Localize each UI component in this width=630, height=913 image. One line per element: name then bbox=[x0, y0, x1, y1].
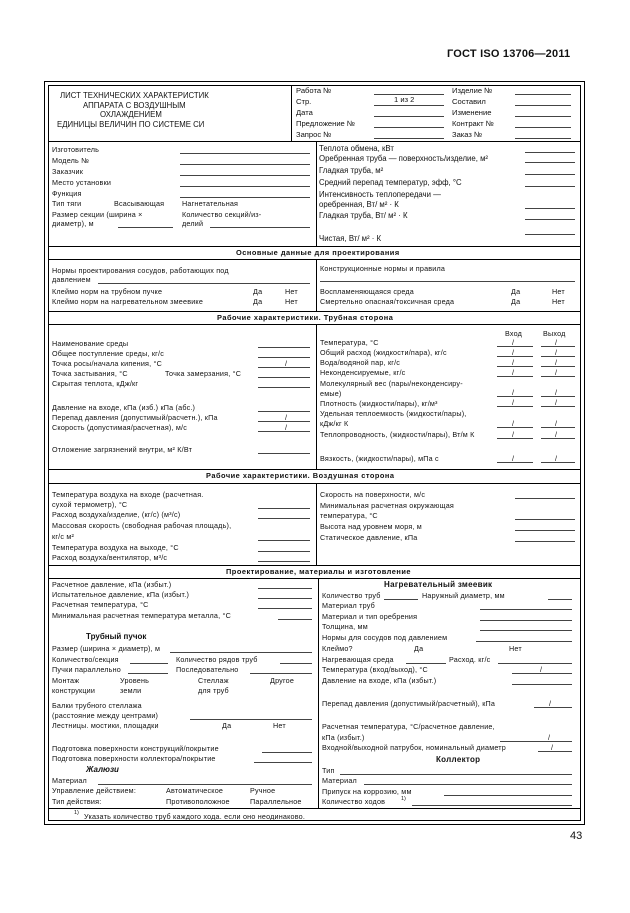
title-line-3: ОХЛАЖДЕНИЕМ bbox=[100, 110, 162, 119]
draft-forced-option[interactable]: Нагнетательная bbox=[182, 199, 239, 208]
coil-inlet-pressure-label: Давление на входе, кПа (избыт.) bbox=[322, 676, 437, 685]
specific-heat-label: Удельная теплоемкость (жидкости/пары), bbox=[320, 409, 467, 418]
header-material-field[interactable] bbox=[364, 784, 572, 785]
coil-tube-material-field[interactable] bbox=[480, 609, 572, 610]
velocity-slash: / bbox=[285, 423, 288, 432]
section-size-field[interactable] bbox=[118, 227, 173, 228]
value-separator-slash: / bbox=[555, 419, 558, 428]
inlet-value-field[interactable] bbox=[497, 396, 533, 397]
corrosion-allowance-label: Припуск на коррозию, мм bbox=[322, 787, 412, 796]
outlet-value-field[interactable] bbox=[541, 366, 575, 367]
finned-surface-field[interactable] bbox=[525, 162, 575, 163]
louvers-heading: Жалюзи bbox=[86, 765, 119, 774]
value-separator-slash: / bbox=[512, 398, 515, 407]
stamp-tube-label: Клеймо норм на трубном пучке bbox=[52, 287, 163, 296]
inlet-value-field[interactable] bbox=[497, 462, 533, 463]
structural-code-label: Конструкционные нормы и правила bbox=[320, 264, 446, 273]
value-separator-slash: / bbox=[512, 388, 515, 397]
coil-nozzle-slash: / bbox=[551, 743, 554, 752]
rate-clean-field[interactable] bbox=[525, 234, 575, 235]
draft-induced-option[interactable]: Всасывающая bbox=[114, 199, 165, 208]
section-size-label: Размер секции (ширина × bbox=[52, 210, 143, 219]
fouling-field[interactable] bbox=[258, 453, 310, 454]
test-pressure-field[interactable] bbox=[258, 598, 312, 599]
page-label: Стр. bbox=[296, 97, 312, 106]
test-pressure-label: Испытательное давление, кПа (избыт.) bbox=[52, 590, 190, 599]
coil-thickness-field[interactable] bbox=[480, 630, 572, 631]
coil-inlet-pressure-field[interactable] bbox=[512, 684, 572, 685]
velocity-label: Скорость (допустимая/расчетная), м/с bbox=[52, 423, 188, 432]
air-flow-fan-label: Расход воздуха/вентилятор, м³/с bbox=[52, 553, 168, 562]
change-label: Изменение bbox=[452, 108, 492, 117]
latent-heat-field[interactable] bbox=[258, 387, 310, 388]
freeze-point-label: Точка замерзания, °С bbox=[165, 369, 242, 378]
site-label: Место установки bbox=[52, 178, 112, 187]
value-separator-slash: / bbox=[555, 368, 558, 377]
conductivity-label: Теплопроводность, (жидкости/пары), Вт/м К bbox=[320, 430, 475, 439]
coil-stamp-no[interactable]: Нет bbox=[509, 644, 522, 653]
control-auto-option[interactable]: Автоматическое bbox=[166, 786, 224, 795]
outlet-column-header: Выход bbox=[543, 329, 566, 338]
draft-label: Тип тяги bbox=[52, 199, 82, 208]
altitude-field[interactable] bbox=[515, 530, 575, 531]
model-label: Модель № bbox=[52, 156, 90, 165]
coil-code-field[interactable] bbox=[476, 641, 572, 642]
proposal-label: Предложение № bbox=[296, 119, 356, 128]
value-separator-slash: / bbox=[555, 358, 558, 367]
inlet-value-field[interactable] bbox=[497, 376, 533, 377]
structural-code-field[interactable] bbox=[320, 281, 575, 282]
finned-surface-label: Оребренная труба — поверхность/изделие, м² bbox=[319, 154, 489, 163]
pour-point-label: Точка застывания, °С bbox=[52, 369, 128, 378]
passes-label: Количество ходов bbox=[322, 797, 386, 806]
corrosion-allowance-field[interactable] bbox=[444, 795, 572, 796]
value-separator-slash: / bbox=[555, 454, 558, 463]
heating-medium-field[interactable] bbox=[406, 663, 446, 664]
value-separator-slash: / bbox=[555, 338, 558, 347]
air-inlet-temp-label: Температура воздуха на входе (расчетная. bbox=[52, 490, 204, 499]
static-pressure-label: Статическое давление, кПа bbox=[320, 533, 418, 542]
stamp-coil-label: Клеймо норм на нагревательном змеевике bbox=[52, 297, 204, 306]
mdmt-label: Минимальная расчетная температура металла, °С bbox=[52, 611, 231, 620]
inlet-value-field[interactable] bbox=[497, 346, 533, 347]
outlet-value-field[interactable] bbox=[541, 427, 575, 428]
action-type-label: Тип действия: bbox=[52, 797, 102, 806]
section-design-materials-title: Проектирование, материалы и изготовление bbox=[226, 567, 411, 576]
ground-label: земли bbox=[120, 686, 142, 695]
inlet-value-field[interactable] bbox=[497, 366, 533, 367]
other-option[interactable]: Другое bbox=[270, 676, 295, 685]
design-temp-field[interactable] bbox=[258, 608, 312, 609]
louver-material-field[interactable] bbox=[98, 784, 312, 785]
sections-label-2: делий bbox=[182, 219, 204, 228]
proposal-field[interactable] bbox=[374, 127, 444, 128]
bare-tube-field[interactable] bbox=[525, 174, 575, 175]
tube-rows-field[interactable] bbox=[280, 663, 312, 664]
bubble-point-slash: / bbox=[285, 359, 288, 368]
outlet-value-field[interactable] bbox=[541, 462, 575, 463]
maker-label: Изготовитель bbox=[52, 145, 100, 154]
altitude-label: Высота над уровнем моря, м bbox=[320, 522, 422, 531]
order-field[interactable] bbox=[515, 138, 571, 139]
title-line-1: ЛИСТ ТЕХНИЧЕСКИХ ХАРАКТЕРИСТИК bbox=[60, 91, 209, 100]
control-label: Управление действием: bbox=[52, 786, 137, 795]
stamp-tube-no[interactable]: Нет bbox=[285, 287, 298, 296]
inlet-value-field[interactable] bbox=[497, 438, 533, 439]
page-value: 1 из 2 bbox=[394, 94, 415, 104]
total-flow-field[interactable] bbox=[258, 357, 310, 358]
function-field[interactable] bbox=[180, 197, 310, 198]
coil-tube-material-label: Материал труб bbox=[322, 601, 375, 610]
grade-option[interactable]: Уровень bbox=[120, 676, 150, 685]
coil-stamp-label: Клеймо? bbox=[322, 644, 353, 653]
rate-finned-label: оребренная, Вт/ м² · К bbox=[319, 200, 399, 209]
outlet-value-field[interactable] bbox=[541, 376, 575, 377]
air-flow-item-field[interactable] bbox=[258, 518, 310, 519]
bubble-point-field[interactable] bbox=[258, 367, 310, 368]
pressure-code-label: Нормы проектирования сосудов, работающих под bbox=[52, 266, 229, 275]
face-velocity-label: Скорость на поверхности, м/с bbox=[320, 490, 426, 499]
velocity-field[interactable] bbox=[258, 431, 310, 432]
site-field[interactable] bbox=[180, 186, 310, 187]
pressure-code-label-2: давлением bbox=[52, 275, 91, 284]
coil-design-temp-field[interactable] bbox=[500, 741, 572, 742]
inlet-pressure-field[interactable] bbox=[258, 411, 310, 412]
min-ambient-field[interactable] bbox=[515, 519, 575, 520]
inlet-value-field[interactable] bbox=[497, 356, 533, 357]
contract-field[interactable] bbox=[515, 127, 571, 128]
coil-fin-label: Материал и тип оребрения bbox=[322, 612, 418, 621]
request-field[interactable] bbox=[374, 138, 444, 139]
order-label: Заказ № bbox=[452, 130, 483, 139]
transfer-rate-label: Интенсивность теплопередачи — bbox=[319, 190, 441, 199]
steam-flow-label: Вода/водяной пар, кг/с bbox=[320, 358, 401, 367]
rack-beams-field[interactable] bbox=[190, 719, 312, 720]
opposed-option[interactable]: Противоположное bbox=[166, 797, 230, 806]
viscosity-label: Вязкость, (жидкости/пары), мПа с bbox=[320, 454, 439, 463]
noncondensable-label: Неконденсируемые, кг/с bbox=[320, 368, 406, 377]
parallel-option[interactable]: Параллельное bbox=[250, 797, 302, 806]
date-field[interactable] bbox=[374, 116, 444, 117]
min-ambient-label: Минимальная расчетная окружающая bbox=[320, 501, 455, 510]
header-heading: Коллектор bbox=[436, 755, 481, 764]
air-inlet-temp-field[interactable] bbox=[258, 508, 310, 509]
coil-flow-field[interactable] bbox=[498, 663, 572, 664]
ladders-no[interactable]: Нет bbox=[273, 721, 286, 730]
ladders-label: Лестницы. мостики, площадки bbox=[52, 721, 159, 730]
mtd-field[interactable] bbox=[525, 186, 575, 187]
coil-od-label: Наружный диаметр, мм bbox=[422, 591, 505, 600]
section-design-data-title: Основные данные для проектирования bbox=[236, 248, 400, 257]
value-separator-slash: / bbox=[512, 358, 515, 367]
freeze-point-field[interactable] bbox=[258, 377, 310, 378]
header-material-label: Материал bbox=[322, 776, 357, 785]
title-line-4: ЕДИНИЦЫ ВЕЛИЧИН ПО СИСТЕМЕ СИ bbox=[57, 119, 205, 129]
standard-number: ГОСТ ISO 13706—2011 bbox=[447, 48, 571, 60]
fluid-name-field[interactable] bbox=[258, 347, 310, 348]
pressure-drop-slash: / bbox=[285, 413, 288, 422]
value-separator-slash: / bbox=[555, 398, 558, 407]
mtd-label: Средний перепад температур, эфф, °С bbox=[319, 178, 462, 187]
sections-field[interactable] bbox=[210, 227, 310, 228]
item-label: Изделие № bbox=[452, 86, 493, 95]
model-field[interactable] bbox=[180, 164, 310, 165]
air-outlet-temp-field[interactable] bbox=[258, 551, 310, 552]
customer-field[interactable] bbox=[180, 175, 310, 176]
coil-stamp-yes[interactable]: Да bbox=[414, 644, 424, 653]
air-outlet-temp-label: Температура воздуха на выходе, °С bbox=[52, 543, 179, 552]
mounting-label: Монтаж bbox=[52, 676, 80, 685]
coil-pressure-drop-label: Перепад давления (допустимый/расчетный), кПа bbox=[322, 699, 496, 708]
footnote-mark: 1) bbox=[74, 810, 79, 816]
coil-temp-label: Температура (вход/выход), °С bbox=[322, 665, 428, 674]
total-flow-label: Общее поступление среды, кг/с bbox=[52, 349, 164, 358]
bundles-series-label: Последовательно bbox=[176, 665, 239, 674]
coil-nozzle-field[interactable] bbox=[538, 751, 572, 752]
value-separator-slash: / bbox=[512, 348, 515, 357]
coil-temp-slash: / bbox=[540, 665, 543, 674]
liq-vap-flow-label: Общий расход (жидкости/пара), кг/с bbox=[320, 348, 447, 357]
rate-bare-field[interactable] bbox=[525, 219, 575, 220]
header-type-label: Тип bbox=[322, 766, 335, 775]
lethal-label: Смертельно опасная/токсичная среда bbox=[320, 297, 455, 306]
pressure-drop-field[interactable] bbox=[258, 421, 310, 422]
page-number: 43 bbox=[570, 830, 583, 842]
min-ambient-label-2: температура, °С bbox=[320, 511, 378, 520]
surface-prep-header-field[interactable] bbox=[254, 762, 312, 763]
value-separator-slash: / bbox=[555, 348, 558, 357]
flammable-label: Воспламеняющаяся среда bbox=[320, 287, 414, 296]
coil-od-field[interactable] bbox=[548, 599, 572, 600]
pressure-drop-label: Перепад давления (допустимый/расчетн.), кПа bbox=[52, 413, 218, 422]
tube-bundle-heading: Трубный пучок bbox=[86, 632, 147, 641]
molecular-weight-label-2: емые) bbox=[320, 389, 342, 398]
coil-design-temp-label: Расчетная температура, °С/расчетное давление, bbox=[322, 722, 495, 731]
mdmt-field[interactable] bbox=[278, 619, 312, 620]
static-pressure-field[interactable] bbox=[515, 541, 575, 542]
bundle-size-label: Размер (ширина × диаметр), м bbox=[52, 644, 161, 653]
value-separator-slash: / bbox=[555, 388, 558, 397]
rate-finned-field[interactable] bbox=[525, 208, 575, 209]
structure-label: конструкции bbox=[52, 686, 96, 695]
value-separator-slash: / bbox=[512, 430, 515, 439]
section-tube-side-title: Рабочие характеристики. Трубная сторона bbox=[217, 313, 394, 322]
value-separator-slash: / bbox=[512, 368, 515, 377]
bare-tube-label: Гладкая труба, м² bbox=[319, 166, 384, 175]
inlet-column-header: Вход bbox=[505, 329, 523, 338]
pressure-code-field[interactable] bbox=[98, 283, 310, 284]
louver-material-label: Материал bbox=[52, 776, 87, 785]
face-velocity-field[interactable] bbox=[515, 498, 575, 499]
coil-tube-count-label: Количество труб bbox=[322, 591, 381, 600]
air-flow-item-label: Расход воздуха/изделие, (кг/с) (м³/с) bbox=[52, 510, 181, 519]
fluid-name-label: Наименование среды bbox=[52, 339, 129, 348]
heat-duty-label: Теплота обмена, кВт bbox=[319, 144, 394, 153]
mass-velocity-field[interactable] bbox=[258, 540, 310, 541]
compiled-label: Составил bbox=[452, 97, 486, 106]
item-field[interactable] bbox=[515, 94, 571, 95]
outlet-value-field[interactable] bbox=[541, 438, 575, 439]
design-pressure-field[interactable] bbox=[258, 588, 312, 589]
inlet-value-field[interactable] bbox=[497, 406, 533, 407]
bundle-count-label: Количество/секция bbox=[52, 655, 119, 664]
pipes-label: для труб bbox=[198, 686, 229, 695]
coil-thickness-label: Толщина, мм bbox=[322, 622, 368, 631]
value-separator-slash: / bbox=[555, 430, 558, 439]
heating-medium-label: Нагревающая среда bbox=[322, 655, 394, 664]
control-manual-option[interactable]: Ручное bbox=[250, 786, 276, 795]
footnote-text: Указать количество труб каждого хода. если оно неодинаково. bbox=[84, 812, 306, 821]
rack-option[interactable]: Стеллаж bbox=[198, 676, 229, 685]
design-temp-label: Расчетная температура, °С bbox=[52, 600, 149, 609]
bundle-size-field[interactable] bbox=[170, 652, 312, 653]
rack-beams-label-2: (расстояние между центрами) bbox=[52, 711, 159, 720]
outlet-value-field[interactable] bbox=[541, 406, 575, 407]
header-type-field[interactable] bbox=[340, 774, 572, 775]
latent-heat-label: Скрытая теплота, кДж/кг bbox=[52, 379, 139, 388]
coil-fin-field[interactable] bbox=[480, 620, 572, 621]
coil-tube-count-field[interactable] bbox=[384, 599, 418, 600]
inlet-value-field[interactable] bbox=[497, 427, 533, 428]
section-size-label-2: диаметр), м bbox=[52, 219, 94, 228]
bundle-count-field[interactable] bbox=[130, 663, 168, 664]
design-pressure-label: Расчетное давление, кПа (избыт.) bbox=[52, 580, 172, 589]
specific-heat-label-2: кДж/кг К bbox=[320, 419, 349, 428]
coil-pressure-drop-slash: / bbox=[549, 699, 552, 708]
fouling-label: Отложение загрязнений внутри, м² К/Вт bbox=[52, 445, 193, 454]
bundles-series-field[interactable] bbox=[250, 673, 312, 674]
flammable-yes[interactable]: Да bbox=[511, 287, 521, 296]
heating-coil-heading: Нагревательный змеевик bbox=[384, 580, 493, 589]
passes-note-mark: 1) bbox=[401, 796, 406, 802]
molecular-weight-label: Молекулярный вес (пары/неконденсиру- bbox=[320, 379, 463, 388]
change-field[interactable] bbox=[515, 116, 571, 117]
value-separator-slash: / bbox=[512, 338, 515, 347]
value-separator-slash: / bbox=[512, 454, 515, 463]
outlet-value-field[interactable] bbox=[541, 346, 575, 347]
coil-design-temp-slash: / bbox=[548, 733, 551, 742]
air-inlet-temp-label-2: сухой термометр), °С bbox=[52, 500, 128, 509]
flammable-no[interactable]: Нет bbox=[552, 287, 565, 296]
rate-clean-label: Чистая, Вт/ м² · К bbox=[319, 234, 382, 243]
section-air-side-title: Рабочие характеристики. Воздушная сторона bbox=[206, 471, 395, 480]
outlet-value-field[interactable] bbox=[541, 356, 575, 357]
bundles-parallel-label: Пучки параллельно bbox=[52, 665, 121, 674]
coil-pressure-drop-field[interactable] bbox=[534, 707, 572, 708]
stamp-tube-yes[interactable]: Да bbox=[253, 287, 263, 296]
surface-prep-header-label: Подготовка поверхности коллектора/покрытие bbox=[52, 754, 216, 763]
coil-flow-label: Расход. кг/с bbox=[449, 655, 491, 664]
rack-beams-label: Балки трубного стеллажа bbox=[52, 701, 142, 710]
density-label: Плотность (жидкости/пары), кг/м³ bbox=[320, 399, 438, 408]
passes-field[interactable] bbox=[412, 805, 572, 806]
value-separator-slash: / bbox=[512, 419, 515, 428]
surface-prep-structure-label: Подготовка поверхности конструкций/покрытие bbox=[52, 744, 219, 753]
mass-velocity-label: Массовая скорость (свободная рабочая площадь), bbox=[52, 521, 232, 530]
outlet-value-field[interactable] bbox=[541, 396, 575, 397]
title-line-2: АППАРАТА С ВОЗДУШНЫМ bbox=[83, 100, 186, 110]
rate-bare-label: Гладкая труба, Вт/ м² · К bbox=[319, 211, 408, 220]
request-label: Запрос № bbox=[296, 130, 332, 139]
temperature-label: Температура, °С bbox=[320, 338, 379, 347]
coil-design-temp-label-2: кПа (избыт.) bbox=[322, 733, 365, 742]
bubble-point-label: Точка росы/начала кипения, °С bbox=[52, 359, 162, 368]
compiled-field[interactable] bbox=[515, 105, 571, 106]
heat-duty-field[interactable] bbox=[525, 152, 575, 153]
work-no-label: Работа № bbox=[296, 86, 332, 95]
lethal-no[interactable]: Нет bbox=[552, 297, 565, 306]
stamp-coil-yes[interactable]: Да bbox=[253, 297, 263, 306]
bundles-parallel-field[interactable] bbox=[128, 673, 168, 674]
surface-prep-structure-field[interactable] bbox=[262, 752, 312, 753]
maker-field[interactable] bbox=[180, 153, 310, 154]
function-label: Функция bbox=[52, 189, 82, 198]
stamp-coil-no[interactable]: Нет bbox=[285, 297, 298, 306]
inlet-pressure-label: Давление на входе, кПа (изб.) кПа (абс.) bbox=[52, 403, 196, 412]
air-flow-fan-field[interactable] bbox=[258, 561, 310, 562]
contract-label: Контракт № bbox=[452, 119, 494, 128]
date-label: Дата bbox=[296, 108, 313, 117]
mass-velocity-label-2: кг/с м² bbox=[52, 532, 75, 541]
ladders-yes[interactable]: Да bbox=[222, 721, 232, 730]
tube-rows-label: Количество рядов труб bbox=[176, 655, 258, 664]
customer-label: Заказчик bbox=[52, 167, 84, 176]
coil-nozzle-label: Входной/выходной патрубок, номинальный диаметр bbox=[322, 743, 506, 752]
lethal-yes[interactable]: Да bbox=[511, 297, 521, 306]
coil-code-label: Нормы для сосудов под давлением bbox=[322, 633, 448, 642]
sections-label: Количество секций/из- bbox=[182, 210, 262, 219]
